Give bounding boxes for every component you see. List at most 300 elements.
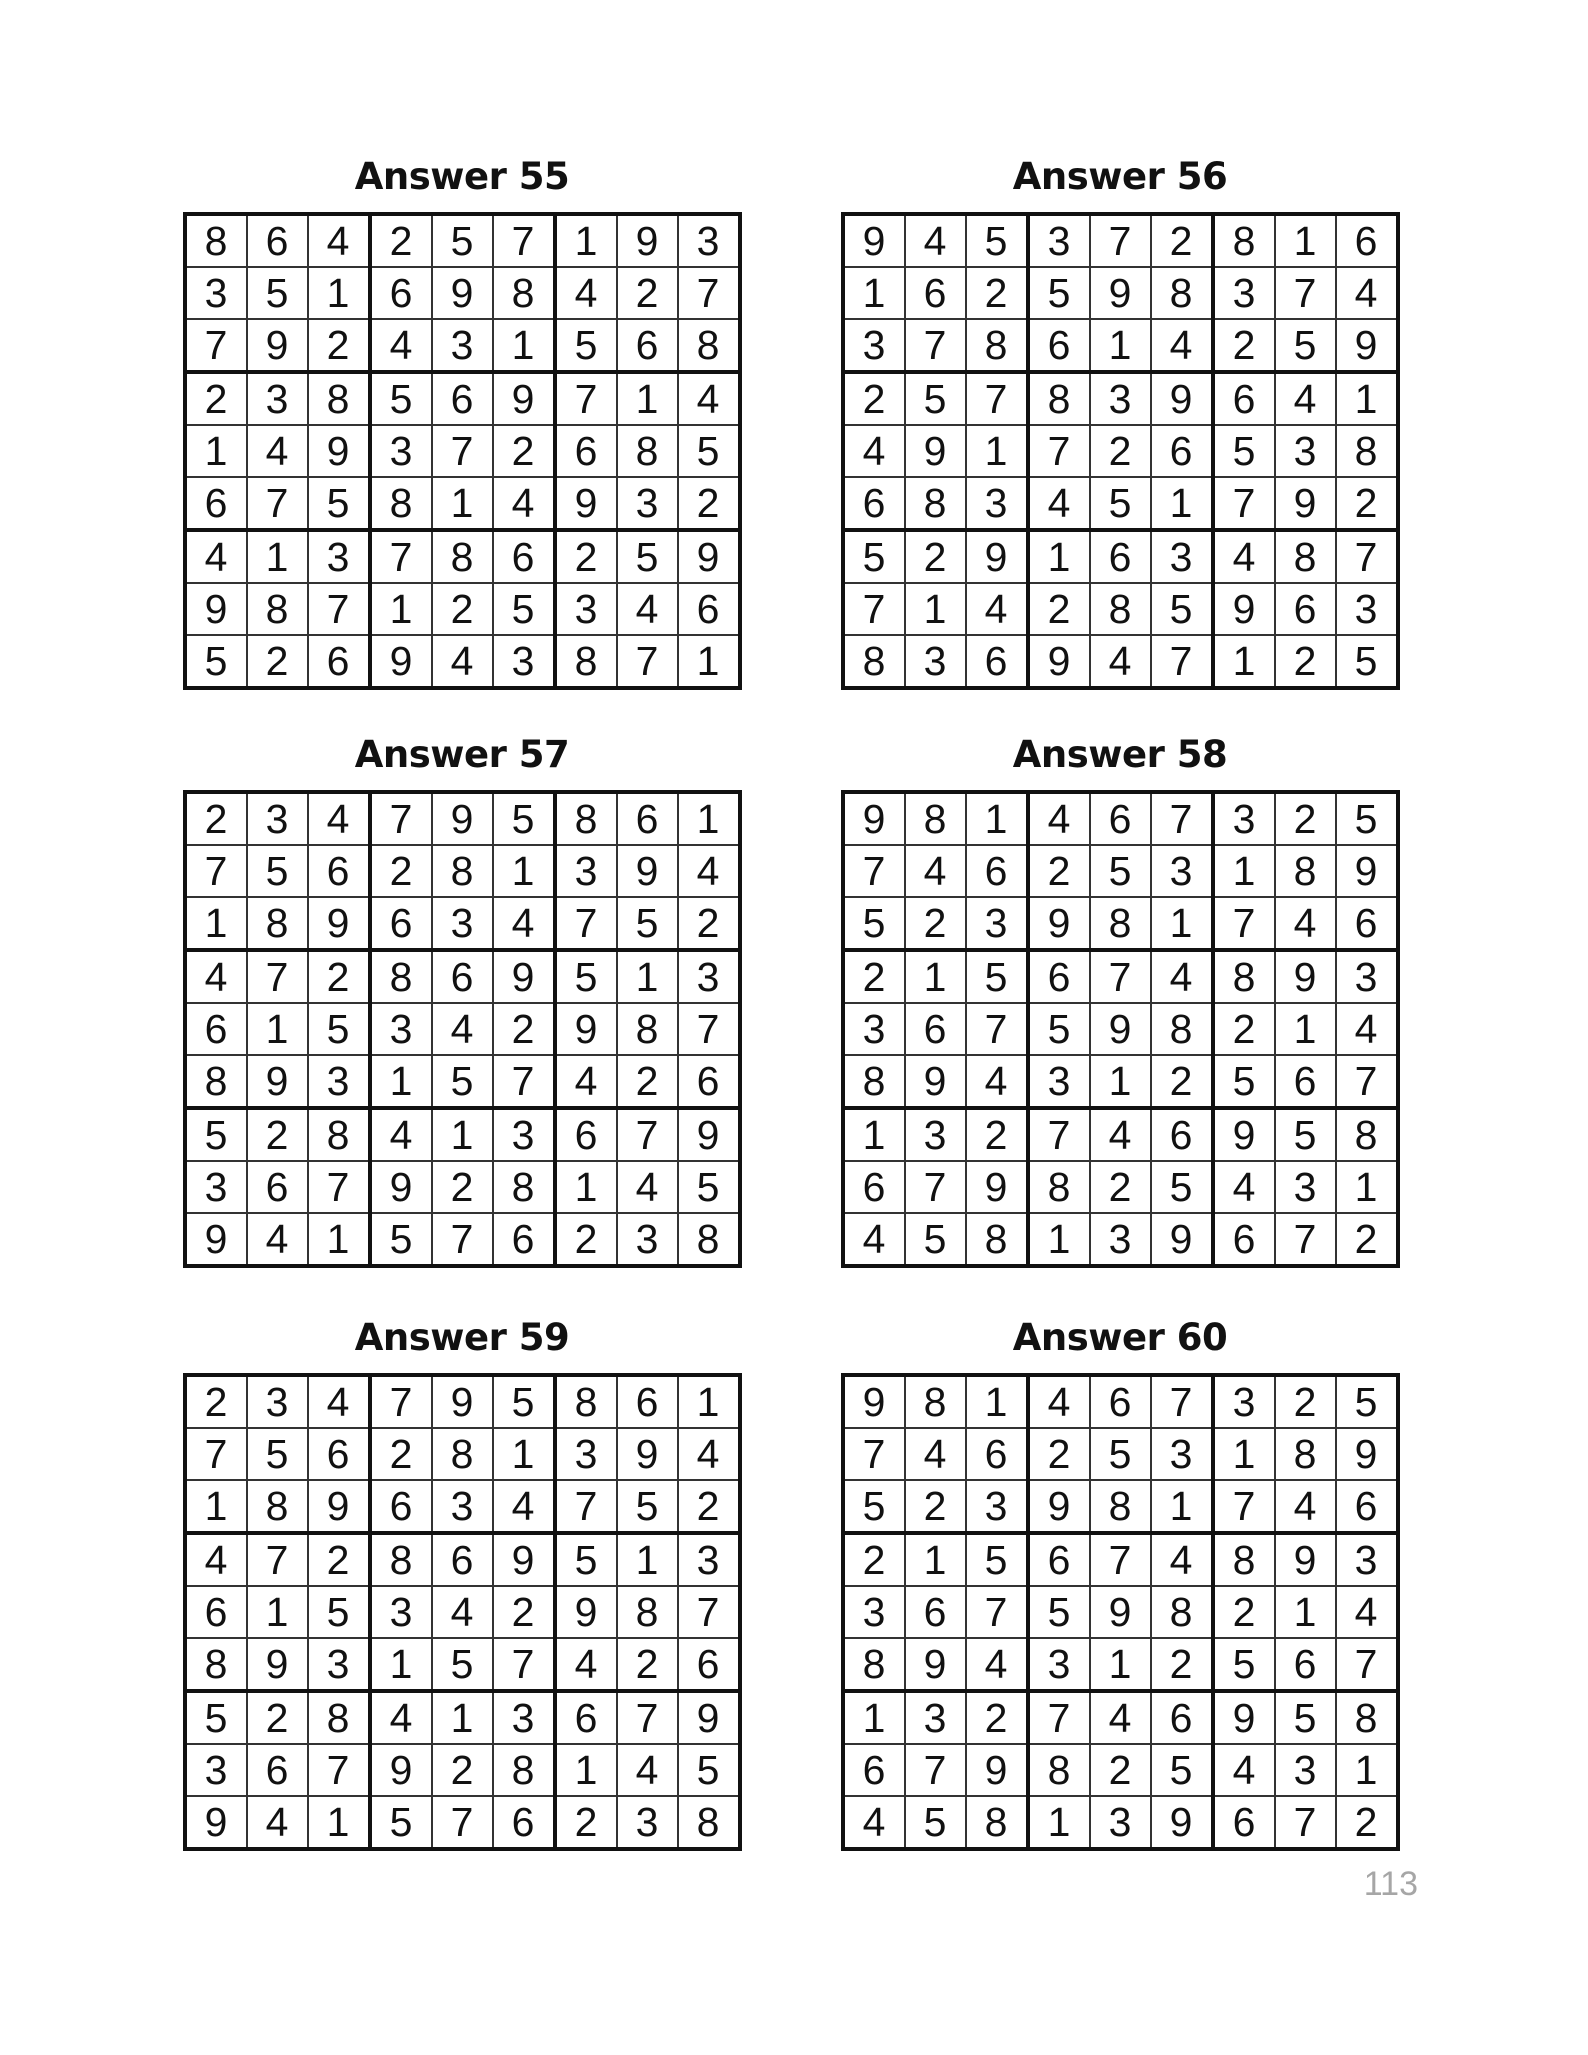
grid-cell: 7: [370, 1375, 432, 1428]
grid-cell: 6: [1028, 319, 1090, 372]
grid-cell: 8: [308, 1691, 370, 1744]
grid-cell: 6: [678, 1638, 740, 1691]
grid-cell: 2: [247, 1691, 308, 1744]
grid-cell: 7: [617, 1108, 678, 1161]
grid-cell: 6: [432, 372, 493, 425]
grid-cell: 2: [432, 1161, 493, 1213]
grid-cell: 4: [1336, 267, 1398, 319]
grid-cell: 9: [247, 319, 308, 372]
grid-cell: 8: [1090, 583, 1151, 635]
grid-cell: 9: [432, 1375, 493, 1428]
grid-row: [185, 1533, 740, 1586]
grid-cell: 7: [432, 1213, 493, 1266]
grid-cell: 4: [1213, 1744, 1275, 1796]
grid-cell: 5: [1336, 792, 1398, 845]
grid-cell: 7: [966, 372, 1028, 425]
grid-cell: 3: [247, 1375, 308, 1428]
grid-cell: 9: [432, 792, 493, 845]
grid-cell: 8: [308, 1108, 370, 1161]
grid-row: [843, 583, 1398, 635]
grid-cell: 5: [308, 1586, 370, 1638]
grid-cell: 2: [555, 1796, 617, 1849]
grid-row: [185, 1003, 740, 1055]
grid-cell: 6: [1336, 1480, 1398, 1533]
grid-cell: 3: [1151, 530, 1213, 583]
grid-cell: 8: [555, 1375, 617, 1428]
grid-cell: 7: [247, 950, 308, 1003]
grid-cell: 3: [843, 319, 905, 372]
grid-cell: 7: [1090, 1533, 1151, 1586]
grid-cell: 6: [185, 1003, 247, 1055]
grid-cell: 7: [185, 1428, 247, 1480]
grid-cell: 2: [617, 1055, 678, 1108]
grid-cell: 6: [843, 1744, 905, 1796]
grid-cell: 3: [905, 1691, 966, 1744]
grid-cell: 6: [617, 1375, 678, 1428]
grid-cell: 5: [1213, 425, 1275, 477]
grid-cell: 1: [678, 1375, 740, 1428]
grid-cell: 6: [1213, 372, 1275, 425]
grid-cell: 6: [1028, 1533, 1090, 1586]
grid-cell: 9: [555, 477, 617, 530]
grid-row: [843, 1161, 1398, 1213]
grid-cell: 5: [1213, 1638, 1275, 1691]
grid-cell: 5: [185, 1108, 247, 1161]
grid-cell: 7: [966, 1586, 1028, 1638]
grid-cell: 5: [1151, 1161, 1213, 1213]
grid-cell: 8: [370, 477, 432, 530]
grid-cell: 4: [370, 319, 432, 372]
grid-cell: 9: [1213, 1691, 1275, 1744]
grid-cell: 8: [678, 319, 740, 372]
grid-cell: 7: [1028, 1691, 1090, 1744]
grid-cell: 8: [555, 792, 617, 845]
grid-cell: 7: [1028, 1108, 1090, 1161]
grid-cell: 2: [966, 1691, 1028, 1744]
grid-row: [185, 583, 740, 635]
grid-cell: 2: [1090, 425, 1151, 477]
grid-cell: 3: [1275, 1161, 1336, 1213]
grid-row: [843, 530, 1398, 583]
grid-cell: 2: [966, 267, 1028, 319]
grid-row: [185, 1213, 740, 1266]
grid-row: [185, 845, 740, 897]
grid-cell: 6: [308, 845, 370, 897]
grid-cell: 5: [308, 477, 370, 530]
grid-cell: 9: [1151, 372, 1213, 425]
grid-row: [843, 1796, 1398, 1849]
grid-cell: 5: [247, 845, 308, 897]
grid-row: [185, 1480, 740, 1533]
grid-row: [843, 1744, 1398, 1796]
grid-cell: 9: [555, 1586, 617, 1638]
grid-cell: 2: [185, 1375, 247, 1428]
grid-cell: 5: [370, 1796, 432, 1849]
grid-cell: 2: [905, 530, 966, 583]
grid-cell: 5: [905, 1796, 966, 1849]
sudoku-grid: [183, 1373, 742, 1851]
grid-cell: 7: [1090, 950, 1151, 1003]
grid-cell: 9: [370, 635, 432, 688]
grid-cell: 1: [370, 1055, 432, 1108]
grid-cell: 6: [1213, 1796, 1275, 1849]
grid-cell: 5: [678, 1161, 740, 1213]
grid-cell: 9: [185, 1796, 247, 1849]
grid-cell: 4: [1213, 530, 1275, 583]
sudoku-grid: [183, 790, 742, 1268]
grid-cell: 2: [370, 214, 432, 267]
grid-cell: 1: [555, 214, 617, 267]
grid-cell: 6: [185, 477, 247, 530]
grid-cell: 9: [1090, 267, 1151, 319]
grid-cell: 4: [678, 1428, 740, 1480]
grid-cell: 4: [617, 1744, 678, 1796]
grid-cell: 9: [1336, 319, 1398, 372]
grid-cell: 1: [905, 1533, 966, 1586]
grid-cell: 1: [555, 1744, 617, 1796]
grid-cell: 8: [1275, 530, 1336, 583]
grid-cell: 6: [555, 1691, 617, 1744]
grid-cell: 6: [247, 1161, 308, 1213]
grid-cell: 9: [370, 1744, 432, 1796]
grid-cell: 3: [617, 1213, 678, 1266]
grid-row: [185, 267, 740, 319]
grid-cell: 6: [493, 1796, 555, 1849]
grid-cell: 5: [617, 1480, 678, 1533]
grid-cell: 8: [678, 1213, 740, 1266]
grid-row: [185, 1691, 740, 1744]
grid-cell: 3: [1275, 1744, 1336, 1796]
grid-cell: 8: [308, 372, 370, 425]
grid-cell: 4: [1151, 319, 1213, 372]
grid-cell: 8: [1090, 897, 1151, 950]
grid-cell: 4: [966, 1638, 1028, 1691]
grid-cell: 3: [185, 1161, 247, 1213]
grid-cell: 6: [432, 1533, 493, 1586]
grid-cell: 5: [966, 214, 1028, 267]
grid-row: [185, 950, 740, 1003]
grid-cell: 1: [1151, 897, 1213, 950]
grid-cell: 3: [185, 1744, 247, 1796]
grid-cell: 5: [617, 897, 678, 950]
grid-row: [185, 477, 740, 530]
grid-cell: 3: [1275, 425, 1336, 477]
grid-cell: 9: [1028, 897, 1090, 950]
grid-cell: 5: [555, 319, 617, 372]
grid-cell: 4: [905, 1428, 966, 1480]
grid-cell: 1: [1151, 1480, 1213, 1533]
grid-row: [185, 319, 740, 372]
grid-cell: 9: [1090, 1003, 1151, 1055]
grid-cell: 9: [1275, 1533, 1336, 1586]
grid-cell: 9: [617, 845, 678, 897]
grid-cell: 3: [370, 1003, 432, 1055]
grid-cell: 6: [1275, 583, 1336, 635]
grid-row: [185, 1108, 740, 1161]
grid-cell: 4: [1028, 792, 1090, 845]
grid-cell: 1: [966, 792, 1028, 845]
grid-cell: 1: [1336, 1161, 1398, 1213]
grid-cell: 7: [247, 1533, 308, 1586]
grid-cell: 5: [843, 897, 905, 950]
grid-cell: 9: [1090, 1586, 1151, 1638]
grid-cell: 8: [1275, 845, 1336, 897]
grid-cell: 1: [1213, 635, 1275, 688]
grid-cell: 6: [370, 1480, 432, 1533]
grid-cell: 5: [432, 1638, 493, 1691]
grid-cell: 5: [247, 1428, 308, 1480]
grid-cell: 1: [966, 425, 1028, 477]
grid-cell: 7: [905, 1161, 966, 1213]
grid-cell: 2: [247, 635, 308, 688]
grid-row: [843, 267, 1398, 319]
grid-cell: 3: [1151, 1428, 1213, 1480]
grid-cell: 8: [617, 425, 678, 477]
grid-cell: 3: [966, 477, 1028, 530]
sudoku-answer-55: [177, 152, 747, 690]
grid-row: [843, 214, 1398, 267]
grid-cell: 1: [247, 1003, 308, 1055]
grid-cell: 7: [678, 267, 740, 319]
grid-cell: 1: [247, 1586, 308, 1638]
grid-cell: 3: [1213, 792, 1275, 845]
grid-cell: 7: [1336, 1055, 1398, 1108]
grid-cell: 2: [1336, 1213, 1398, 1266]
grid-cell: 7: [185, 319, 247, 372]
grid-row: [185, 214, 740, 267]
grid-cell: 8: [678, 1796, 740, 1849]
grid-cell: 6: [905, 1003, 966, 1055]
grid-cell: 1: [1275, 214, 1336, 267]
grid-row: [843, 477, 1398, 530]
sudoku-grid: [841, 212, 1400, 690]
grid-cell: 7: [1090, 214, 1151, 267]
grid-row: [185, 635, 740, 688]
grid-cell: 8: [247, 1480, 308, 1533]
grid-cell: 8: [843, 635, 905, 688]
grid-cell: 3: [1028, 214, 1090, 267]
grid-cell: 9: [555, 1003, 617, 1055]
grid-cell: 4: [493, 1480, 555, 1533]
grid-cell: 7: [185, 845, 247, 897]
grid-cell: 9: [678, 1691, 740, 1744]
grid-cell: 2: [905, 1480, 966, 1533]
grid-cell: 3: [1336, 583, 1398, 635]
grid-cell: 7: [617, 635, 678, 688]
grid-cell: 4: [905, 214, 966, 267]
grid-cell: 8: [555, 635, 617, 688]
grid-cell: 4: [493, 897, 555, 950]
grid-cell: 2: [1151, 214, 1213, 267]
grid-cell: 1: [432, 1691, 493, 1744]
grid-cell: 8: [1213, 1533, 1275, 1586]
grid-cell: 7: [843, 845, 905, 897]
grid-cell: 2: [617, 1638, 678, 1691]
grid-cell: 4: [1213, 1161, 1275, 1213]
grid-cell: 1: [678, 792, 740, 845]
grid-row: [185, 792, 740, 845]
grid-cell: 5: [1028, 1586, 1090, 1638]
grid-row: [185, 1744, 740, 1796]
grid-cell: 4: [432, 635, 493, 688]
grid-cell: 6: [966, 635, 1028, 688]
grid-cell: 8: [617, 1586, 678, 1638]
grid-cell: 7: [843, 1428, 905, 1480]
grid-cell: 6: [1275, 1055, 1336, 1108]
grid-cell: 1: [432, 1108, 493, 1161]
grid-cell: 2: [843, 1533, 905, 1586]
grid-cell: 4: [1090, 635, 1151, 688]
grid-cell: 9: [905, 1055, 966, 1108]
grid-cell: 6: [555, 425, 617, 477]
grid-cell: 5: [617, 530, 678, 583]
grid-cell: 5: [843, 1480, 905, 1533]
grid-cell: 1: [432, 477, 493, 530]
grid-cell: 2: [617, 267, 678, 319]
grid-cell: 5: [1028, 1003, 1090, 1055]
grid-cell: 7: [1336, 1638, 1398, 1691]
grid-cell: 2: [1151, 1055, 1213, 1108]
grid-row: [843, 1533, 1398, 1586]
grid-cell: 7: [493, 214, 555, 267]
grid-cell: 9: [432, 267, 493, 319]
grid-cell: 1: [493, 845, 555, 897]
grid-cell: 6: [1090, 530, 1151, 583]
grid-cell: 7: [555, 372, 617, 425]
grid-cell: 7: [1275, 1796, 1336, 1849]
grid-cell: 8: [370, 1533, 432, 1586]
grid-cell: 3: [1090, 1213, 1151, 1266]
grid-cell: 4: [1028, 477, 1090, 530]
grid-cell: 7: [905, 319, 966, 372]
grid-cell: 3: [1213, 267, 1275, 319]
grid-cell: 8: [617, 1003, 678, 1055]
grid-cell: 3: [308, 530, 370, 583]
grid-cell: 1: [1275, 1003, 1336, 1055]
grid-cell: 4: [1090, 1691, 1151, 1744]
grid-cell: 3: [1213, 1375, 1275, 1428]
grid-cell: 7: [1151, 635, 1213, 688]
grid-cell: 7: [1275, 267, 1336, 319]
grid-row: [843, 635, 1398, 688]
grid-cell: 7: [678, 1586, 740, 1638]
grid-cell: 4: [1151, 1533, 1213, 1586]
grid-cell: 1: [370, 1638, 432, 1691]
grid-cell: 1: [493, 319, 555, 372]
grid-cell: 8: [493, 1744, 555, 1796]
grid-row: [185, 1428, 740, 1480]
grid-cell: 8: [432, 1428, 493, 1480]
grid-cell: 9: [843, 1375, 905, 1428]
grid-row: [185, 372, 740, 425]
grid-cell: 9: [308, 1480, 370, 1533]
grid-cell: 1: [1336, 1744, 1398, 1796]
sudoku-answer-59: [177, 1313, 747, 1851]
grid-cell: 9: [905, 1638, 966, 1691]
grid-cell: 5: [966, 1533, 1028, 1586]
grid-cell: 2: [1151, 1638, 1213, 1691]
grid-cell: 5: [678, 1744, 740, 1796]
grid-cell: 8: [1090, 1480, 1151, 1533]
grid-cell: 3: [247, 372, 308, 425]
grid-cell: 8: [432, 845, 493, 897]
grid-cell: 3: [966, 1480, 1028, 1533]
grid-cell: 7: [493, 1638, 555, 1691]
grid-cell: 4: [308, 214, 370, 267]
grid-cell: 3: [966, 897, 1028, 950]
grid-cell: 8: [247, 583, 308, 635]
grid-cell: 3: [555, 845, 617, 897]
grid-cell: 4: [308, 792, 370, 845]
grid-cell: 4: [247, 1213, 308, 1266]
grid-cell: 4: [966, 583, 1028, 635]
grid-cell: 4: [966, 1055, 1028, 1108]
grid-cell: 1: [370, 583, 432, 635]
grid-cell: 5: [843, 530, 905, 583]
grid-cell: 3: [905, 635, 966, 688]
grid-cell: 7: [370, 792, 432, 845]
grid-cell: 9: [247, 1055, 308, 1108]
grid-cell: 3: [247, 792, 308, 845]
grid-cell: 8: [1213, 214, 1275, 267]
grid-cell: 6: [1090, 1375, 1151, 1428]
grid-row: [185, 425, 740, 477]
grid-cell: 5: [1090, 845, 1151, 897]
grid-cell: 6: [843, 477, 905, 530]
sudoku-answer-60: [835, 1313, 1405, 1851]
grid-row: [185, 1796, 740, 1849]
grid-cell: 5: [1336, 635, 1398, 688]
grid-cell: 4: [1090, 1108, 1151, 1161]
grid-cell: 1: [843, 1108, 905, 1161]
grid-cell: 6: [1213, 1213, 1275, 1266]
grid-cell: 1: [843, 1691, 905, 1744]
grid-cell: 5: [555, 950, 617, 1003]
grid-row: [185, 530, 740, 583]
grid-cell: 1: [1028, 530, 1090, 583]
grid-row: [843, 897, 1398, 950]
grid-cell: 6: [843, 1161, 905, 1213]
grid-row: [843, 319, 1398, 372]
grid-cell: 3: [678, 1533, 740, 1586]
grid-cell: 4: [1275, 897, 1336, 950]
grid-cell: 2: [432, 1744, 493, 1796]
grid-cell: 8: [966, 1213, 1028, 1266]
grid-cell: 1: [905, 583, 966, 635]
grid-cell: 9: [1028, 635, 1090, 688]
puzzle-title: Answer 55: [354, 155, 570, 198]
grid-cell: 5: [1028, 267, 1090, 319]
grid-cell: 8: [432, 530, 493, 583]
grid-cell: 5: [1151, 1744, 1213, 1796]
grid-cell: 7: [432, 425, 493, 477]
grid-cell: 7: [678, 1003, 740, 1055]
grid-cell: 8: [966, 319, 1028, 372]
grid-cell: 5: [493, 792, 555, 845]
puzzle-title: Answer 56: [1012, 155, 1228, 198]
grid-cell: 4: [555, 267, 617, 319]
grid-row: [843, 1003, 1398, 1055]
grid-cell: 2: [493, 1003, 555, 1055]
grid-cell: 4: [432, 1586, 493, 1638]
grid-cell: 2: [370, 845, 432, 897]
grid-cell: 2: [555, 1213, 617, 1266]
grid-cell: 4: [370, 1691, 432, 1744]
grid-cell: 9: [247, 1638, 308, 1691]
grid-cell: 3: [308, 1055, 370, 1108]
grid-cell: 2: [555, 530, 617, 583]
grid-cell: 9: [617, 214, 678, 267]
